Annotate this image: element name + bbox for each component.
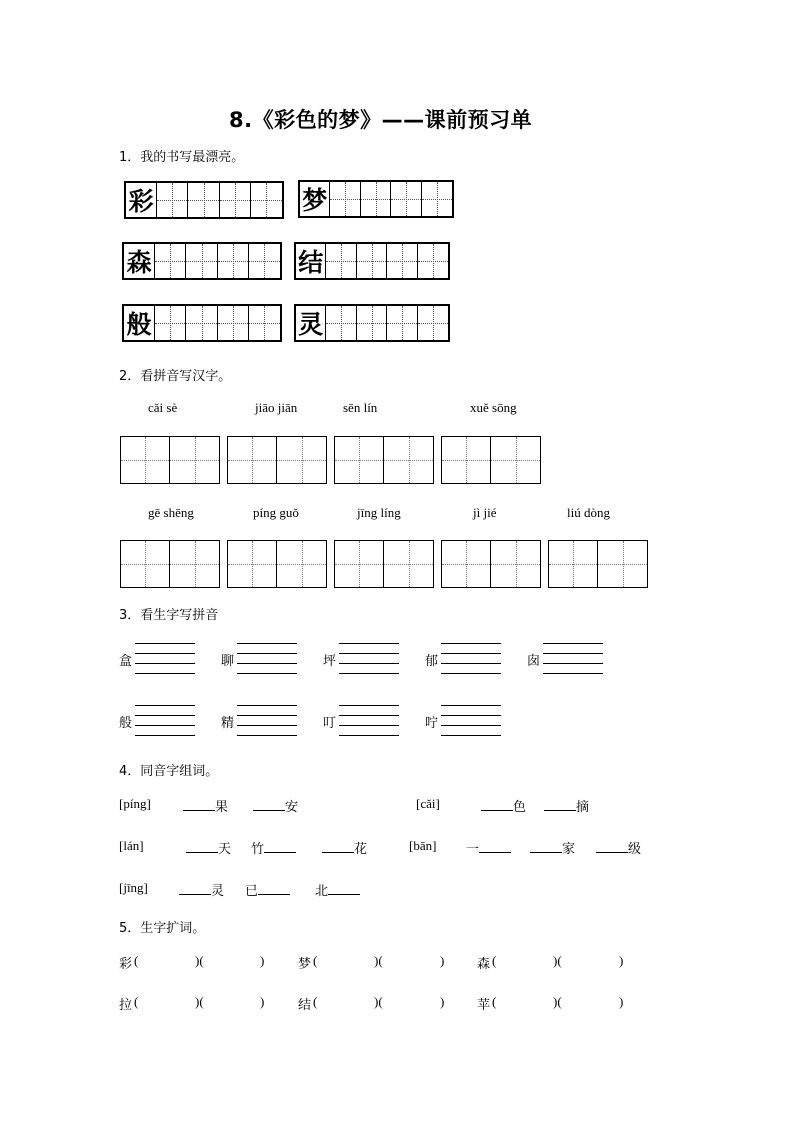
paren: (	[313, 994, 318, 1009]
pinyin-label: xuě sōng	[470, 400, 517, 415]
paren: )	[619, 953, 624, 968]
paren: )	[260, 994, 265, 1009]
homophone-pinyin: [lán]	[119, 838, 144, 853]
pinyin-writing-lines[interactable]	[237, 705, 297, 735]
pinyin-writing-lines[interactable]	[135, 643, 195, 673]
pinyin-label: cǎi sè	[148, 400, 178, 415]
char-label: 郁	[425, 654, 439, 669]
paren: )(	[195, 953, 204, 968]
homophone-blank-group: 色	[481, 796, 526, 815]
homophone-pinyin: [píng]	[119, 796, 151, 811]
homophone-blank-group: 安	[253, 796, 298, 815]
answer-blank[interactable]	[258, 882, 290, 895]
homophone-blank-group: 北	[315, 880, 360, 899]
pinyin-label: jì jié	[473, 505, 497, 520]
answer-blank[interactable]	[328, 882, 360, 895]
answer-blank[interactable]	[479, 840, 511, 853]
writing-strip-5[interactable]	[122, 304, 282, 342]
section-5-heading: 5．生字扩词。	[119, 921, 206, 936]
expand-char: 彩	[119, 957, 133, 972]
char-label: 般	[119, 716, 133, 731]
pinyin-writing-lines[interactable]	[441, 705, 501, 735]
homophone-pinyin: [cǎi]	[416, 796, 440, 811]
paren: (	[134, 953, 139, 968]
char-label: 坪	[323, 654, 337, 669]
paren: (	[313, 953, 318, 968]
homophone-pinyin: [bān]	[409, 838, 437, 853]
expand-char: 森	[477, 957, 491, 972]
paren: )(	[553, 953, 562, 968]
tianzige-box[interactable]	[548, 540, 648, 588]
section-1-heading: 1．我的书写最漂亮。	[119, 150, 245, 165]
tianzige-box[interactable]	[441, 540, 541, 588]
answer-blank[interactable]	[530, 840, 562, 853]
pinyin-writing-lines[interactable]	[543, 643, 603, 673]
homophone-blank-group: 灵	[179, 880, 224, 899]
writing-strip-2[interactable]	[298, 180, 454, 218]
answer-blank[interactable]	[596, 840, 628, 853]
pinyin-label: sēn lín	[343, 400, 378, 415]
writing-strip-3[interactable]	[122, 242, 282, 280]
char-label: 囱	[527, 654, 541, 669]
homophone-pinyin: [jīng]	[119, 880, 148, 895]
example-char: 结	[298, 248, 324, 277]
char-label: 咛	[425, 716, 439, 731]
paren: )	[440, 994, 445, 1009]
homophone-blank-group: 已	[245, 880, 290, 899]
paren: (	[492, 994, 497, 1009]
expand-char: 苹	[477, 998, 491, 1013]
answer-blank[interactable]	[481, 798, 513, 811]
homophone-blank-group: 天	[186, 838, 231, 857]
paren: )	[619, 994, 624, 1009]
pinyin-label: píng guǒ	[253, 505, 299, 520]
pinyin-writing-lines[interactable]	[339, 705, 399, 735]
char-label: 盒	[119, 654, 133, 669]
example-char: 森	[126, 248, 152, 277]
char-label: 精	[221, 716, 235, 731]
paren: )(	[374, 953, 383, 968]
char-label: 聊	[221, 654, 235, 669]
pinyin-writing-lines[interactable]	[237, 643, 297, 673]
pinyin-label: gē shēng	[148, 505, 194, 520]
pinyin-label: jīng líng	[357, 505, 401, 520]
homophone-blank-group: 竹	[251, 838, 296, 857]
section-2-heading: 2．看拼音写汉字。	[119, 369, 232, 384]
answer-blank[interactable]	[322, 840, 354, 853]
section-3-heading: 3．看生字写拼音	[119, 608, 219, 623]
answer-blank[interactable]	[183, 798, 215, 811]
tianzige-box[interactable]	[334, 540, 434, 588]
paren: )	[260, 953, 265, 968]
homophone-blank-group: 摘	[544, 796, 589, 815]
paren: (	[134, 994, 139, 1009]
homophone-blank-group: 果	[183, 796, 228, 815]
homophone-blank-group: 家	[530, 838, 575, 857]
pinyin-writing-lines[interactable]	[135, 705, 195, 735]
paren: )	[440, 953, 445, 968]
paren: )(	[374, 994, 383, 1009]
homophone-blank-group: 花	[322, 838, 367, 857]
writing-strip-4[interactable]	[294, 242, 450, 280]
example-char: 般	[126, 310, 152, 339]
paren: (	[492, 953, 497, 968]
writing-strip-6[interactable]	[294, 304, 450, 342]
answer-blank[interactable]	[253, 798, 285, 811]
tianzige-box[interactable]	[334, 436, 434, 484]
tianzige-box[interactable]	[120, 436, 220, 484]
homophone-blank-group: 级	[596, 838, 641, 857]
tianzige-box[interactable]	[441, 436, 541, 484]
pinyin-writing-lines[interactable]	[441, 643, 501, 673]
tianzige-box[interactable]	[227, 540, 327, 588]
tianzige-box[interactable]	[227, 436, 327, 484]
paren: )(	[553, 994, 562, 1009]
page-title: 8.《彩色的梦》——课前预习单	[229, 108, 533, 132]
example-char-cell	[126, 183, 157, 217]
answer-blank[interactable]	[179, 882, 211, 895]
expand-char: 拉	[119, 998, 133, 1013]
example-char: 彩	[128, 187, 154, 216]
answer-blank[interactable]	[186, 840, 218, 853]
pinyin-label: jiāo jiān	[255, 400, 298, 415]
example-char: 梦	[302, 186, 328, 215]
expand-char: 梦	[298, 957, 312, 972]
paren: )(	[195, 994, 204, 1009]
writing-strip-1[interactable]	[124, 181, 284, 219]
homophone-blank-group: 一	[466, 838, 511, 857]
char-label: 叮	[323, 716, 337, 731]
pinyin-writing-lines[interactable]	[339, 643, 399, 673]
section-4-heading: 4．同音字组词。	[119, 764, 219, 779]
pinyin-label: liú dòng	[567, 505, 610, 520]
expand-char: 结	[298, 998, 312, 1013]
answer-blank[interactable]	[264, 840, 296, 853]
example-char: 灵	[298, 310, 324, 339]
answer-blank[interactable]	[544, 798, 576, 811]
tianzige-box[interactable]	[120, 540, 220, 588]
